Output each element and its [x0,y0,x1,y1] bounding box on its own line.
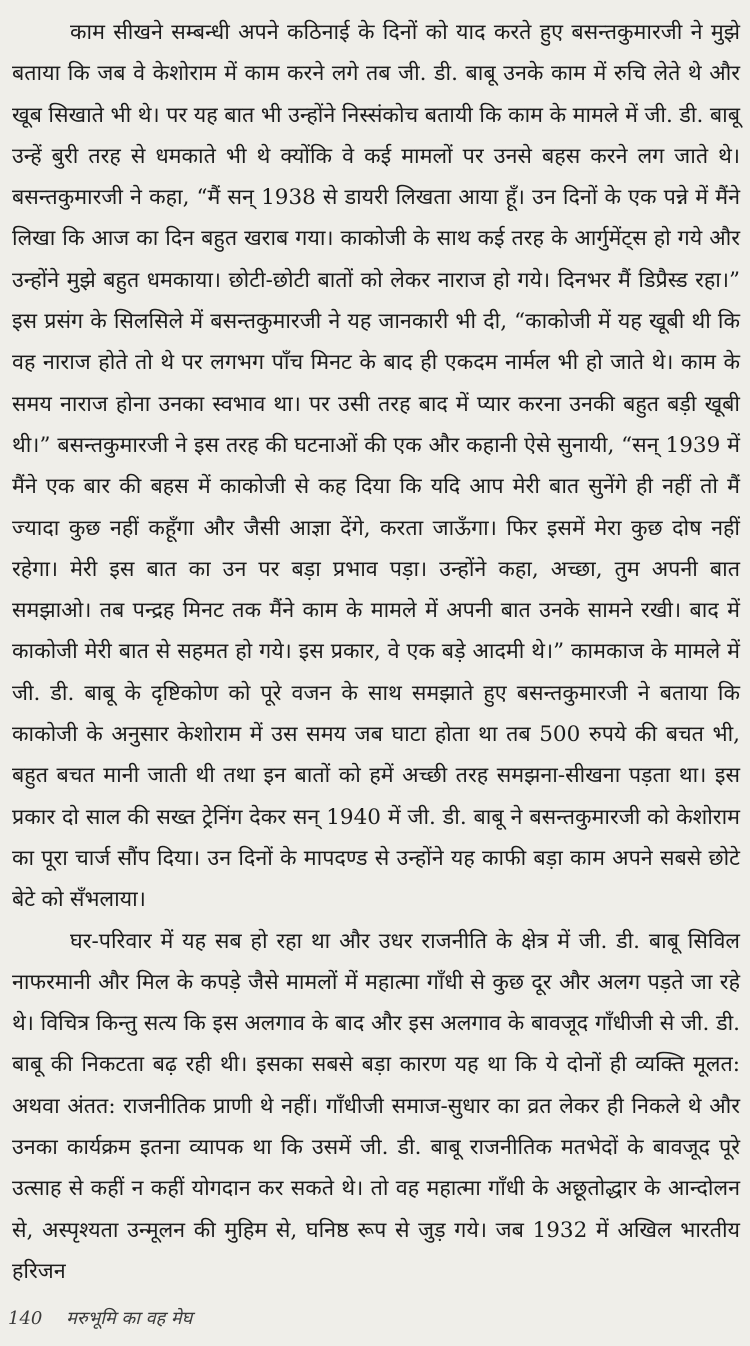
page-number: 140 [8,1308,43,1329]
page-footer [8,1306,192,1330]
paragraph-1: काम सीखने सम्बन्धी अपने कठिनाई के दिनों को याद करते हुए बसन्तकुमारजी ने मुझे बताया कि जब वे केशोराम में काम करने लगे तब जी. डी. बाबू उनके काम में रुचि लेते थे और खूब सिखाते भी थे। पर यह बात भी उन्होंने निस्संकोच बतायी कि काम के मामले में जी. डी. बाबू उन्हें बुरी तरह से धमकाते भी थे क्योंकि वे कई मामलों पर उनसे बहस करने लग जाते थे। बसन्तकुमारजी ने कहा, “मैं सन् 1938 से डायरी लिखता आया हूँ। उन दिनों के एक पन्ने में मैंने लिखा कि आज का दिन बहुत खराब गया। काकोजी के साथ कई तरह के आर्गुमेंट्स हो गये और उन्होंने मुझे बहुत धमकाया। छोटी-छोटी बातों को लेकर नाराज हो गये। दिनभर मैं डिप्रैस्ड रहा।” इस प्रसंग के सिलसिले में बसन्तकुमारजी ने यह जानकारी भी दी, “काकोजी में यह खूबी थी कि वह नाराज होते तो थे पर लगभग पाँच मिनट के बाद ही एकदम नार्मल भी हो जाते थे। काम के समय नाराज होना उनका स्वभाव था। पर उसी तरह बाद में प्यार करना उनकी बहुत बड़ी खूबी थी।” बसन्तकुमारजी ने इस तरह की घटनाओं की एक और कहानी ऐसे सुनायी, “सन् 1939 में मैंने एक बार की बहस में काकोजी से कह दिया कि यदि आप मेरी बात सुनेंगे ही नहीं तो मैं ज्यादा कुछ नहीं कहूँगा और जैसी आज्ञा देंगे, करता जाऊँगा। फिर इसमें मेरा कुछ दोष नहीं रहेगा। मेरी इस बात का उन पर बड़ा प्रभाव पड़ा। उन्होंने कहा, अच्छा, तुम अपनी बात समझाओ। तब पन्द्रह मिनट तक मैंने काम के मामले में अपनी बात उनके सामने रखी। बाद में काकोजी मेरी बात से सहमत हो गये। इस प्रकार, वे एक बड़े आदमी थे।” कामकाज के मामले में जी. डी. बाबू के दृष्टिकोण को पूरे वजन के साथ समझाते हुए बसन्तकुमारजी ने बताया कि काकोजी के अनुसार केशोराम में उस समय जब घाटा होता था तब 500 रुपये की बचत भी, बहुत बचत मानी जाती थी तथा इन बातों को हमें अच्छी तरह समझना-सीखना पड़ता था। इस प्रकार दो साल की सख्त ट्रेनिंग देकर सन् 1940 में जी. डी. बाबू ने बसन्तकुमारजी को केशोराम का पूरा चार्ज सौंप दिया। उन दिनों के मापदण्ड से उन्होंने यह काफी बड़ा काम अपने सबसे छोटे बेटे को सँभलाया। [12,20,740,913]
paragraph-2: घर-परिवार में यह सब हो रहा था और उधर राजनीति के क्षेत्र में जी. डी. बाबू सिविल नाफरमानी और मिल के कपड़े जैसे मामलों में महात्मा गाँधी से कुछ दूर और अलग पड़ते जा रहे थे। विचित्र किन्तु सत्य कि इस अलगाव के बाद और इस अलगाव के बावजूद गाँधीजी से जी. डी. बाबू की निकटता बढ़ रही थी। इसका सबसे बड़ा कारण यह था कि ये दोनों ही व्यक्ति मूलत: अथवा अंतत: राजनीतिक प्राणी थे नहीं। गाँधीजी समाज-सुधार का व्रत लेकर ही निकले थे और उनका कार्यक्रम इतना व्यापक था कि उसमें जी. डी. बाबू राजनीतिक मतभेदों के बावजूद पूरे उत्साह से कहीं न कहीं योगदान कर सकते थे। तो वह महात्मा गाँधी के अछूतोद्धार के आन्दोलन से, अस्पृश्यता उन्मूलन की मुहिम से, घनिष्ठ रूप से जुड़ गये। जब 1932 में अखिल भारतीय हरिजन [12,928,740,1284]
running-title: मरुभूमि का वह मेघ [66,1308,193,1329]
